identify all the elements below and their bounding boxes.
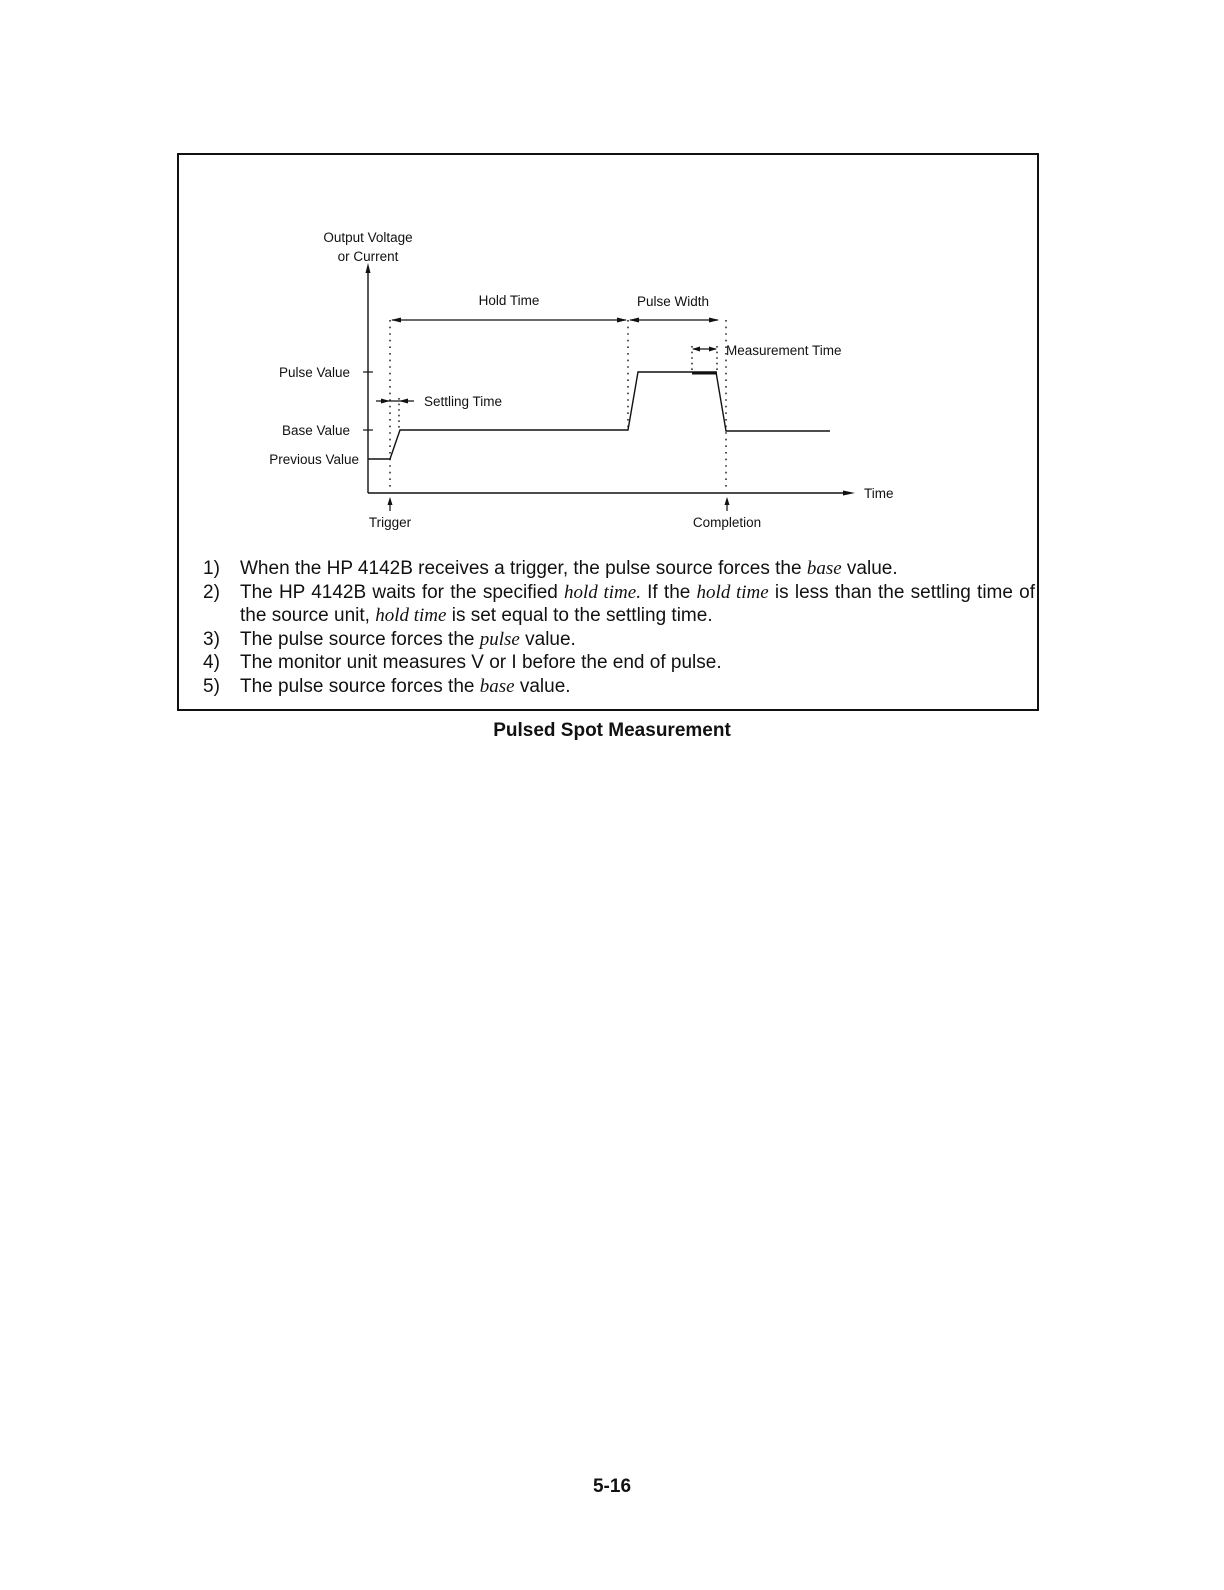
step-number: 3) bbox=[203, 628, 220, 650]
step-emphasis: base bbox=[806, 558, 842, 579]
procedure-steps bbox=[203, 557, 1035, 698]
step-number: 2) bbox=[203, 581, 220, 603]
settling-time-label: Settling Time bbox=[424, 394, 503, 409]
step-emphasis: hold time bbox=[375, 605, 447, 626]
pulse-value-label: Pulse Value bbox=[278, 365, 350, 380]
measurement-time-arrow-right bbox=[709, 347, 717, 352]
pulsed-spot-timing-diagram bbox=[0, 0, 1224, 560]
pulse-width-arrow-left bbox=[629, 318, 639, 323]
completion-label: Completion bbox=[692, 515, 762, 530]
step-emphasis: base bbox=[479, 675, 515, 697]
y-axis-label-line2: or Current bbox=[337, 249, 399, 264]
step-number: 5) bbox=[203, 675, 220, 697]
step-4 bbox=[203, 651, 1035, 675]
completion-arrowhead bbox=[725, 497, 730, 505]
trigger-label: Trigger bbox=[368, 515, 412, 530]
step-text: is less than the settling time of the source unit, bbox=[240, 581, 1035, 626]
step-emphasis: pulse bbox=[479, 628, 520, 650]
page-number: 5-16 bbox=[592, 1476, 632, 1497]
step-text: When the HP 4142B receives a trigger, the pulse source forces the bbox=[240, 558, 807, 579]
pulse-width-arrow-right bbox=[709, 318, 719, 323]
step-text: value. bbox=[841, 558, 898, 579]
step-text: If the bbox=[640, 581, 697, 603]
step-text: value. bbox=[514, 675, 571, 697]
measurement-time-label: Measurement Time bbox=[726, 343, 842, 358]
output-waveform bbox=[368, 372, 830, 459]
trigger-arrowhead bbox=[388, 497, 393, 505]
step-text: The HP 4142B waits for the specified bbox=[240, 581, 565, 603]
step-text: The monitor unit measures V or I before the end of pulse. bbox=[240, 652, 722, 673]
hold-time-arrow-left bbox=[391, 318, 401, 323]
pulse-width-label: Pulse Width bbox=[636, 294, 710, 309]
step-2 bbox=[203, 581, 1035, 628]
step-text: The pulse source forces the bbox=[240, 675, 480, 697]
step-text: value. bbox=[519, 628, 576, 650]
x-axis-label: Time bbox=[864, 486, 894, 501]
figure-caption: Pulsed Spot Measurement bbox=[493, 720, 731, 741]
y-axis-arrowhead bbox=[366, 263, 371, 273]
x-axis-arrowhead bbox=[843, 491, 855, 496]
hold-time-arrow-right bbox=[617, 318, 627, 323]
step-emphasis: hold time. bbox=[564, 581, 641, 603]
hold-time-label: Hold Time bbox=[478, 293, 540, 308]
step-emphasis: hold time bbox=[696, 581, 769, 603]
step-5 bbox=[203, 675, 1035, 699]
step-3 bbox=[203, 628, 1035, 652]
y-axis-label-line1: Output Voltage bbox=[323, 230, 413, 245]
base-value-label: Base Value bbox=[281, 423, 350, 438]
settling-time-arrow-left bbox=[381, 399, 390, 404]
previous-value-label: Previous Value bbox=[269, 452, 359, 467]
step-1 bbox=[203, 557, 1035, 581]
step-text: The pulse source forces the bbox=[240, 628, 480, 650]
measurement-time-arrow-left bbox=[692, 347, 700, 352]
step-number: 1) bbox=[203, 558, 220, 579]
step-text: is set equal to the settling time. bbox=[446, 605, 713, 626]
settling-time-arrow-right bbox=[399, 399, 408, 404]
step-number: 4) bbox=[203, 652, 220, 673]
